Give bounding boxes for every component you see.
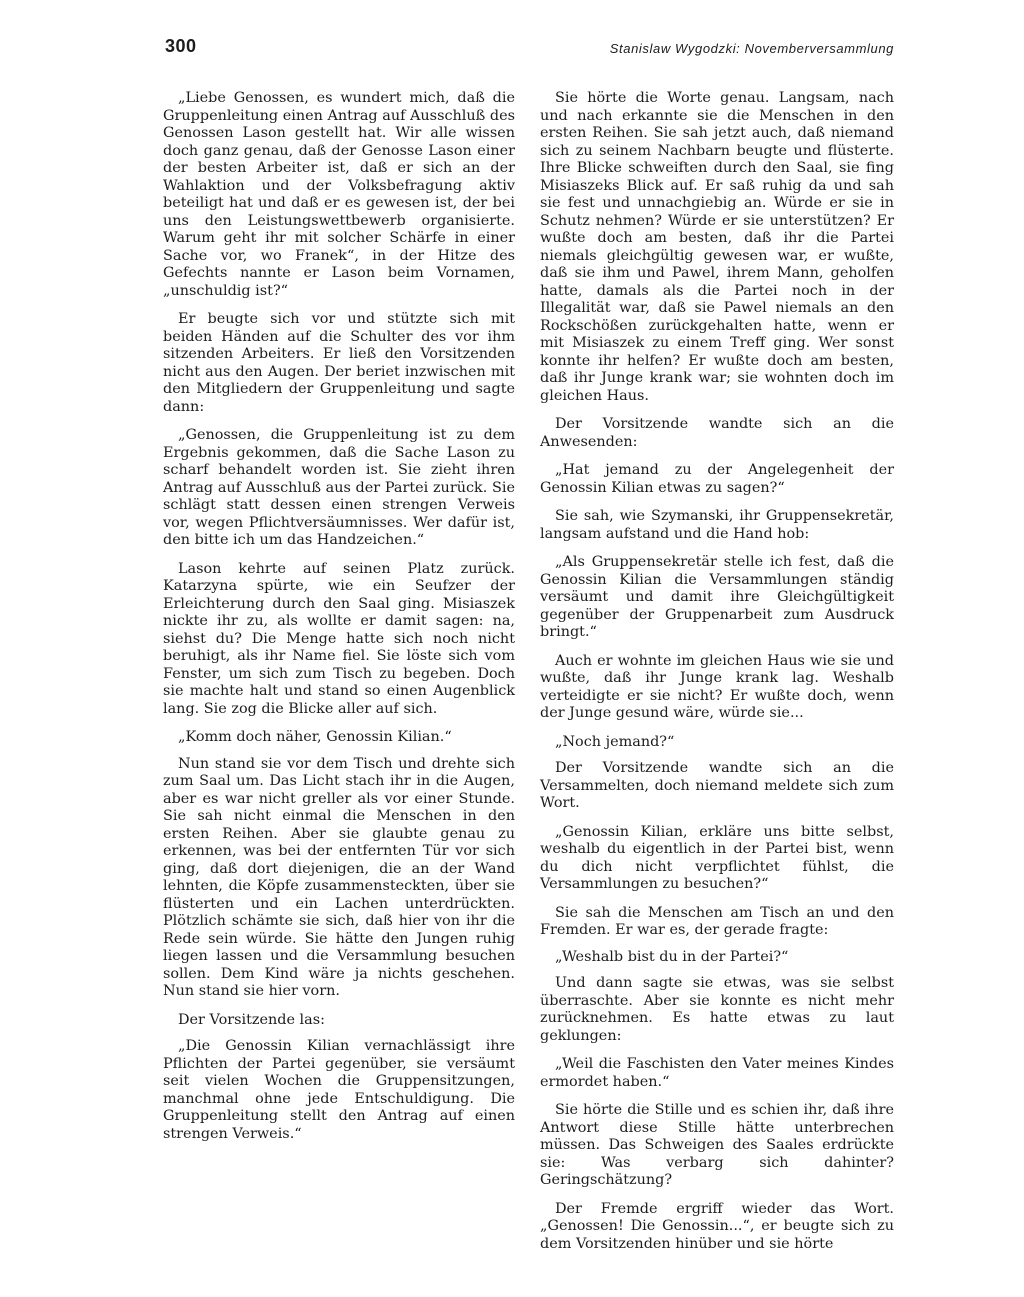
paragraph: Sie hörte die Worte genau. Langsam, nach und nach erkannte sie die Menschen in den ersten Reihen. Sie sah jetzt auch, daß niemand sich zu seinem Nachbarn beugte und flüsterte. Ihre Blicke schweiften durch den Saal, sie fing Misiaszeks Blick auf. Er saß ruhig da und sah sie fest und unnachgiebig an. Würde er sie in Schutz nehmen? Würde er sie unterstützen? Er wußte doch am besten, daß ihr die Partei niemals gleichgültig gewesen war, er wußte, daß sie ihm und Pawel, ihrem Mann, geholfen hatte, damals als die Partei noch in der Illegalität war, daß sie Pawel niemals an den Rockschößen zurückgehalten hatte, wenn er mit Misiaszek zu einem Treff ging. Wer sonst konnte ihr helfen? Er wußte doch am besten, daß ihr Junge krank war; sie wohnten doch im gleichen Haus. <box>540 90 894 404</box>
paragraph: Sie hörte die Stille und es schien ihr, daß ihre Antwort diese Stille hätte unterbrechen müssen. Das Schweigen des Saales erdrückte sie: Was verbarg sich dahinter? Geringschätzung? <box>540 1102 894 1188</box>
paragraph: Lason kehrte auf seinen Platz zurück. Katarzyna spürte, wie ein Seufzer der Erleichterung durch den Saal ging. Misiaszek nickte ihr zu, als wollte er damit sagen: na, siehst du? Die Menge hatte sich noch nicht beruhigt, als ihr Name fiel. Sie löste sich vom Fenster, um sich zum Tisch zu begeben. Doch sie machte halt und stand so einen Augenblick lang. Sie zog die Blicke aller auf sich. <box>163 560 515 717</box>
paragraph: „Weil die Faschisten den Vater meines Kindes ermordet haben.“ <box>540 1056 894 1090</box>
paragraph: „Komm doch näher, Genossin Kilian.“ <box>178 729 452 745</box>
paragraph: „Als Gruppensekretär stelle ich fest, daß die Genossin Kilian die Versammlungen ständig versäumt und damit ihre Gleichgültigkeit gegenüber der Gruppenarbeit zum Ausdruck bringt.“ <box>540 554 894 640</box>
paragraph: Der Vorsitzende wandte sich an die Versammelten, doch niemand meldete sich zum Wort. <box>540 760 894 811</box>
paragraph: Der Fremde ergriff wieder das Wort. „Genossen! Die Genossin...“, er beugte sich zu dem Vorsitzenden hinüber und sie hörte <box>540 1200 894 1252</box>
paragraph: „Die Genossin Kilian vernachlässigt ihre Pflichten der Partei gegenüber, sie versäumt seit vielen Wochen die Gruppensitzungen, manchmal ohne jede Entschuldigung. Die Gruppenleitung stellt den Antrag auf einen strengen Verweis.“ <box>163 1038 515 1142</box>
paragraph: „Noch jemand?“ <box>555 733 675 750</box>
paragraph: Und dann sagte sie etwas, was sie selbst überraschte. Aber sie konnte es nicht mehr zurücknehmen. Es hatte etwas zu laut geklungen: <box>540 975 894 1044</box>
paragraph: Sie sah, wie Szymanski, ihr Gruppensekretär, langsam aufstand und die Hand hob: <box>540 508 894 542</box>
right-column <box>540 90 894 1264</box>
left-column <box>163 90 515 1154</box>
paragraph: Auch er wohnte im gleichen Haus wie sie und wußte, daß ihr Junge krank lag. Weshalb verteidigte er sie nicht? Er wußte doch, wenn der Junge gesund wäre, würde sie... <box>540 652 894 721</box>
paragraph: „Weshalb bist du in der Partei?“ <box>555 948 789 965</box>
paragraph: Er beugte sich vor und stützte sich mit beiden Händen auf die Schulter des vor ihm sitzenden Arbeiters. Er ließ den Vorsitzenden nicht aus den Augen. Der beriet inzwischen mit den Mitgliedern der Gruppenleitung und sagte dann: <box>163 311 515 415</box>
running-title: Stanislaw Wygodzki: Novemberversammlung <box>609 41 894 56</box>
paragraph: „Genossin Kilian, erkläre uns bitte selbst, weshalb du eigentlich in der Partei bist, wenn du dich nicht verpflichtet fühlst, die Versammlungen zu besuchen?“ <box>540 823 894 892</box>
paragraph: Nun stand sie vor dem Tisch und drehte sich zum Saal um. Das Licht stach ihr in die Augen, aber es war nicht greller als vor einer Stunde. Sie sah nicht einmal die Menschen in den ersten Reihen. Aber sie glaubte genau zu erkennen, was bei der entfernten Tür vor sich ging, daß dort diejenigen, die an der Wand lehnten, die Köpfe zusammensteckten, über sie flüsterten und ein Lachen unterdrückten. Plötzlich schämte sie sich, daß hier von ihr die Rede sein würde. Sie hätte den Jungen ruhig liegen lassen und die Versammlung besuchen sollen. Dem Kind wäre ja nichts geschehen. Nun stand sie hier vorn. <box>163 755 515 999</box>
page-header <box>0 34 1024 64</box>
page-number: 300 <box>165 36 197 56</box>
paragraph: Der Vorsitzende las: <box>178 1011 325 1028</box>
paragraph: „Hat jemand zu der Angelegenheit der Genossin Kilian etwas zu sagen?“ <box>540 462 894 496</box>
paragraph: „Genossen, die Gruppenleitung ist zu dem Ergebnis gekommen, daß die Sache Lason zu scharf behandelt worden ist. Sie zieht ihren Antrag auf Ausschluß aus der Partei zurück. Sie schlägt statt dessen einen strengen Verweis vor, wegen Pflichtversäumnisses. Wer dafür ist, den bitte ich um das Handzeichen.“ <box>163 427 515 548</box>
paragraph: Der Vorsitzende wandte sich an die Anwesenden: <box>540 416 894 450</box>
paragraph: „Liebe Genossen, es wundert mich, daß die Gruppenleitung einen Antrag auf Ausschluß des Genossen Lason gestellt hat. Wir alle wissen doch ganz genau, daß der Genosse Lason einer der besten Arbeiter ist, daß er sich an der Wahlaktion und der Volksbefragung aktiv beteiligt hat und daß er es gewesen ist, der bei uns den Leistungswettbewerb organisierte. Warum geht ihr mit solcher Schärfe in einer Sache vor, wo Franek“, in der Hitze des Gefechts nannte er Lason beim Vornamen, „unschuldig ist?“ <box>163 90 515 299</box>
paragraph: Sie sah die Menschen am Tisch an und den Fremden. Er war es, der gerade fragte: <box>540 904 894 938</box>
